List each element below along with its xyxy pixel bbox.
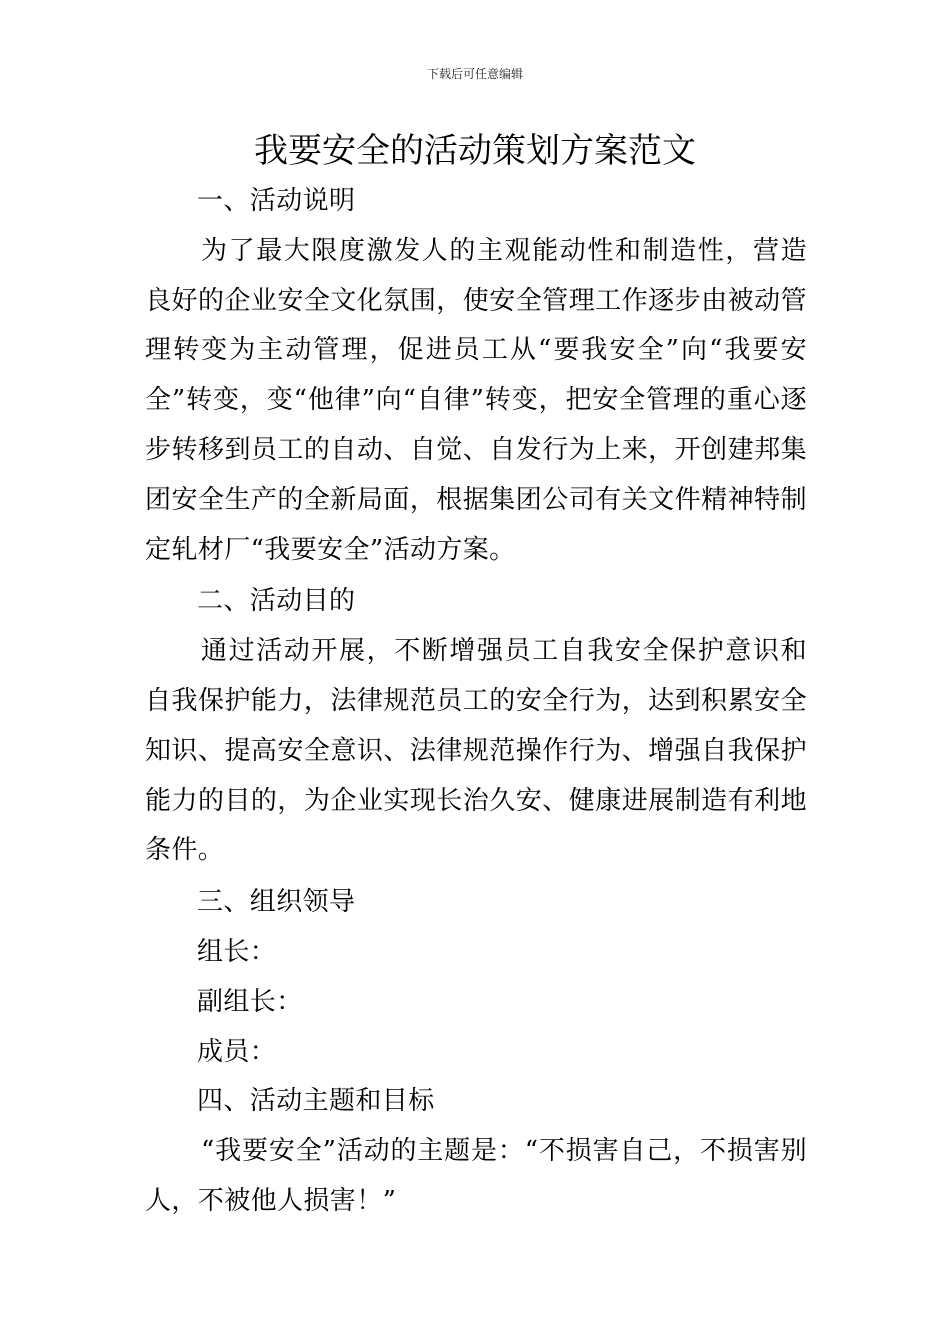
section-1-heading: 一、活动说明 (197, 186, 356, 216)
section-1-paragraph: 为了最大限度激发人的主观能动性和制造性，营造良好的企业安全文化氛围，使安全管理工作逐步由被动管理转变为主动管理，促进员工从“要我安全”向“我要安全”转变，变“他律”向“自律”转变，把安全管理的重心逐步转移到员工的自动、自觉、自发行为上来，开创建邦集团安全生产的全新局面，根据集团公司有关文件精神特制定轧材厂“我要安全”活动方案。 (145, 235, 807, 565)
section-4-paragraph: “我要安全”活动的主题是：“不损害自己，不损害别人，不被他人损害！” (145, 1136, 807, 1216)
section-3-heading: 三、组织领导 (197, 887, 356, 918)
group-leader-line: 组长： (197, 936, 277, 967)
document-body (145, 177, 807, 1227)
section-2-heading: 二、活动目的 (197, 586, 356, 617)
members-line: 成员： (197, 1036, 277, 1067)
header-note: 下载后可任意编辑 (426, 67, 523, 81)
section-2-paragraph: 通过活动开展，不断增强员工自我安全保护意识和自我保护能力，法律规范员工的安全行为，达到积累安全知识、提高安全意识、法律规范操作行为、增强自我保护能力的目的，为企业实现长治久安、健康进展制造有利地条件。 (145, 636, 807, 866)
section-4-heading: 四、活动主题和目标 (197, 1086, 435, 1117)
document-title: 我要安全的活动策划方案范文 (254, 131, 696, 171)
deputy-leader-line: 副组长： (197, 986, 303, 1017)
